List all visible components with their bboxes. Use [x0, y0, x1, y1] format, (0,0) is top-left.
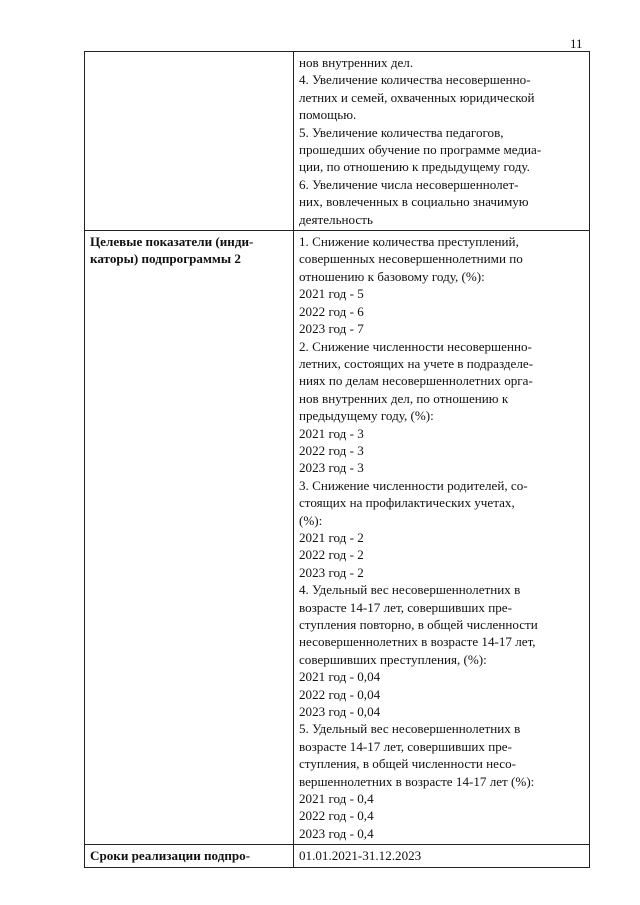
- value-line: 2021 год - 0,4: [299, 791, 374, 807]
- value-line: вершеннолетних в возрасте 14-17 лет (%):: [299, 773, 535, 789]
- value-line: 4. Увеличение количества несовершенно-: [299, 72, 531, 88]
- value-line: нов внутренних дел, по отношению к: [299, 390, 509, 406]
- value-line: 2022 год - 2: [299, 547, 364, 563]
- row-label-cell: [85, 231, 294, 845]
- row-value-cell: [294, 845, 590, 867]
- row-value-cell: [294, 52, 590, 231]
- value-line: 2021 год - 2: [299, 529, 364, 545]
- value-line: ступления, в общей численности несо-: [299, 756, 516, 772]
- value-line: 1. Снижение количества преступлений,: [299, 234, 519, 250]
- value-line: летних и семей, охваченных юридической: [299, 89, 535, 105]
- label-line: каторы) подпрограммы 2: [90, 251, 241, 267]
- value-line: ниях по делам несовершеннолетних орга-: [299, 373, 533, 389]
- label-line: Сроки реализации подпро-: [90, 848, 251, 864]
- subprogram-passport-table: [84, 51, 590, 868]
- value-line: деятельность: [299, 211, 373, 227]
- row-label-cell: [85, 52, 294, 231]
- label-line: Целевые показатели (инди-: [90, 234, 254, 250]
- value-line: (%):: [299, 512, 323, 528]
- value-line: 2022 год - 0,4: [299, 808, 374, 824]
- value-line: 2023 год - 2: [299, 564, 364, 580]
- value-line: предыдущему году, (%):: [299, 408, 434, 424]
- value-line: 6. Увеличение числа несовершеннолет-: [299, 176, 519, 192]
- value-line: стоящих на профилактических учетах,: [299, 495, 515, 511]
- table-row: [85, 231, 590, 845]
- value-line: ции, по отношению к предыдущему году.: [299, 159, 530, 175]
- value-line: 2021 год - 3: [299, 425, 364, 441]
- table-row: [85, 845, 590, 867]
- value-line: 2023 год - 0,04: [299, 704, 381, 720]
- value-line: 3. Снижение численности родителей, со-: [299, 477, 528, 493]
- value-line: возрасте 14-17 лет, совершивших пре-: [299, 738, 512, 754]
- value-line: 5. Удельный вес несовершеннолетних в: [299, 721, 521, 737]
- value-line: 2023 год - 0,4: [299, 825, 374, 841]
- row-label-cell: [85, 845, 294, 867]
- value-line: совершивших преступления, (%):: [299, 651, 487, 667]
- value-line: прошедших обучение по программе медиа-: [299, 142, 542, 158]
- value-line: возрасте 14-17 лет, совершивших пре-: [299, 599, 512, 615]
- value-line: ступления повторно, в общей численности: [299, 617, 538, 632]
- value-line: 5. Увеличение количества педагогов,: [299, 124, 504, 140]
- value-line: несовершеннолетних в возрасте 14-17 лет,: [299, 634, 536, 650]
- value-line: 01.01.2021-31.12.2023: [299, 848, 422, 864]
- value-line: них, вовлеченных в социально значимую: [299, 194, 529, 210]
- value-line: 2022 год - 6: [299, 303, 364, 319]
- value-line: 2. Снижение численности несовершенно-: [299, 338, 532, 354]
- value-line: 2021 год - 5: [299, 286, 364, 302]
- page-number: 11: [570, 36, 583, 51]
- row-value-cell: [294, 231, 590, 845]
- value-line: 2022 год - 0,04: [299, 686, 381, 702]
- value-line: 2021 год - 0,04: [299, 669, 381, 685]
- table-row: [85, 52, 590, 231]
- value-line: помощью.: [299, 107, 357, 123]
- value-line: 2022 год - 3: [299, 442, 364, 458]
- value-line: отношению к базовому году, (%):: [299, 268, 485, 284]
- value-line: 4. Удельный вес несовершеннолетних в: [299, 582, 521, 598]
- value-line: совершенных несовершеннолетними по: [299, 251, 523, 267]
- value-line: 2023 год - 3: [299, 460, 364, 476]
- value-line: летних, состоящих на учете в подразделе-: [299, 355, 534, 371]
- value-line: 2023 год - 7: [299, 321, 364, 337]
- value-line: нов внутренних дел.: [299, 55, 414, 70]
